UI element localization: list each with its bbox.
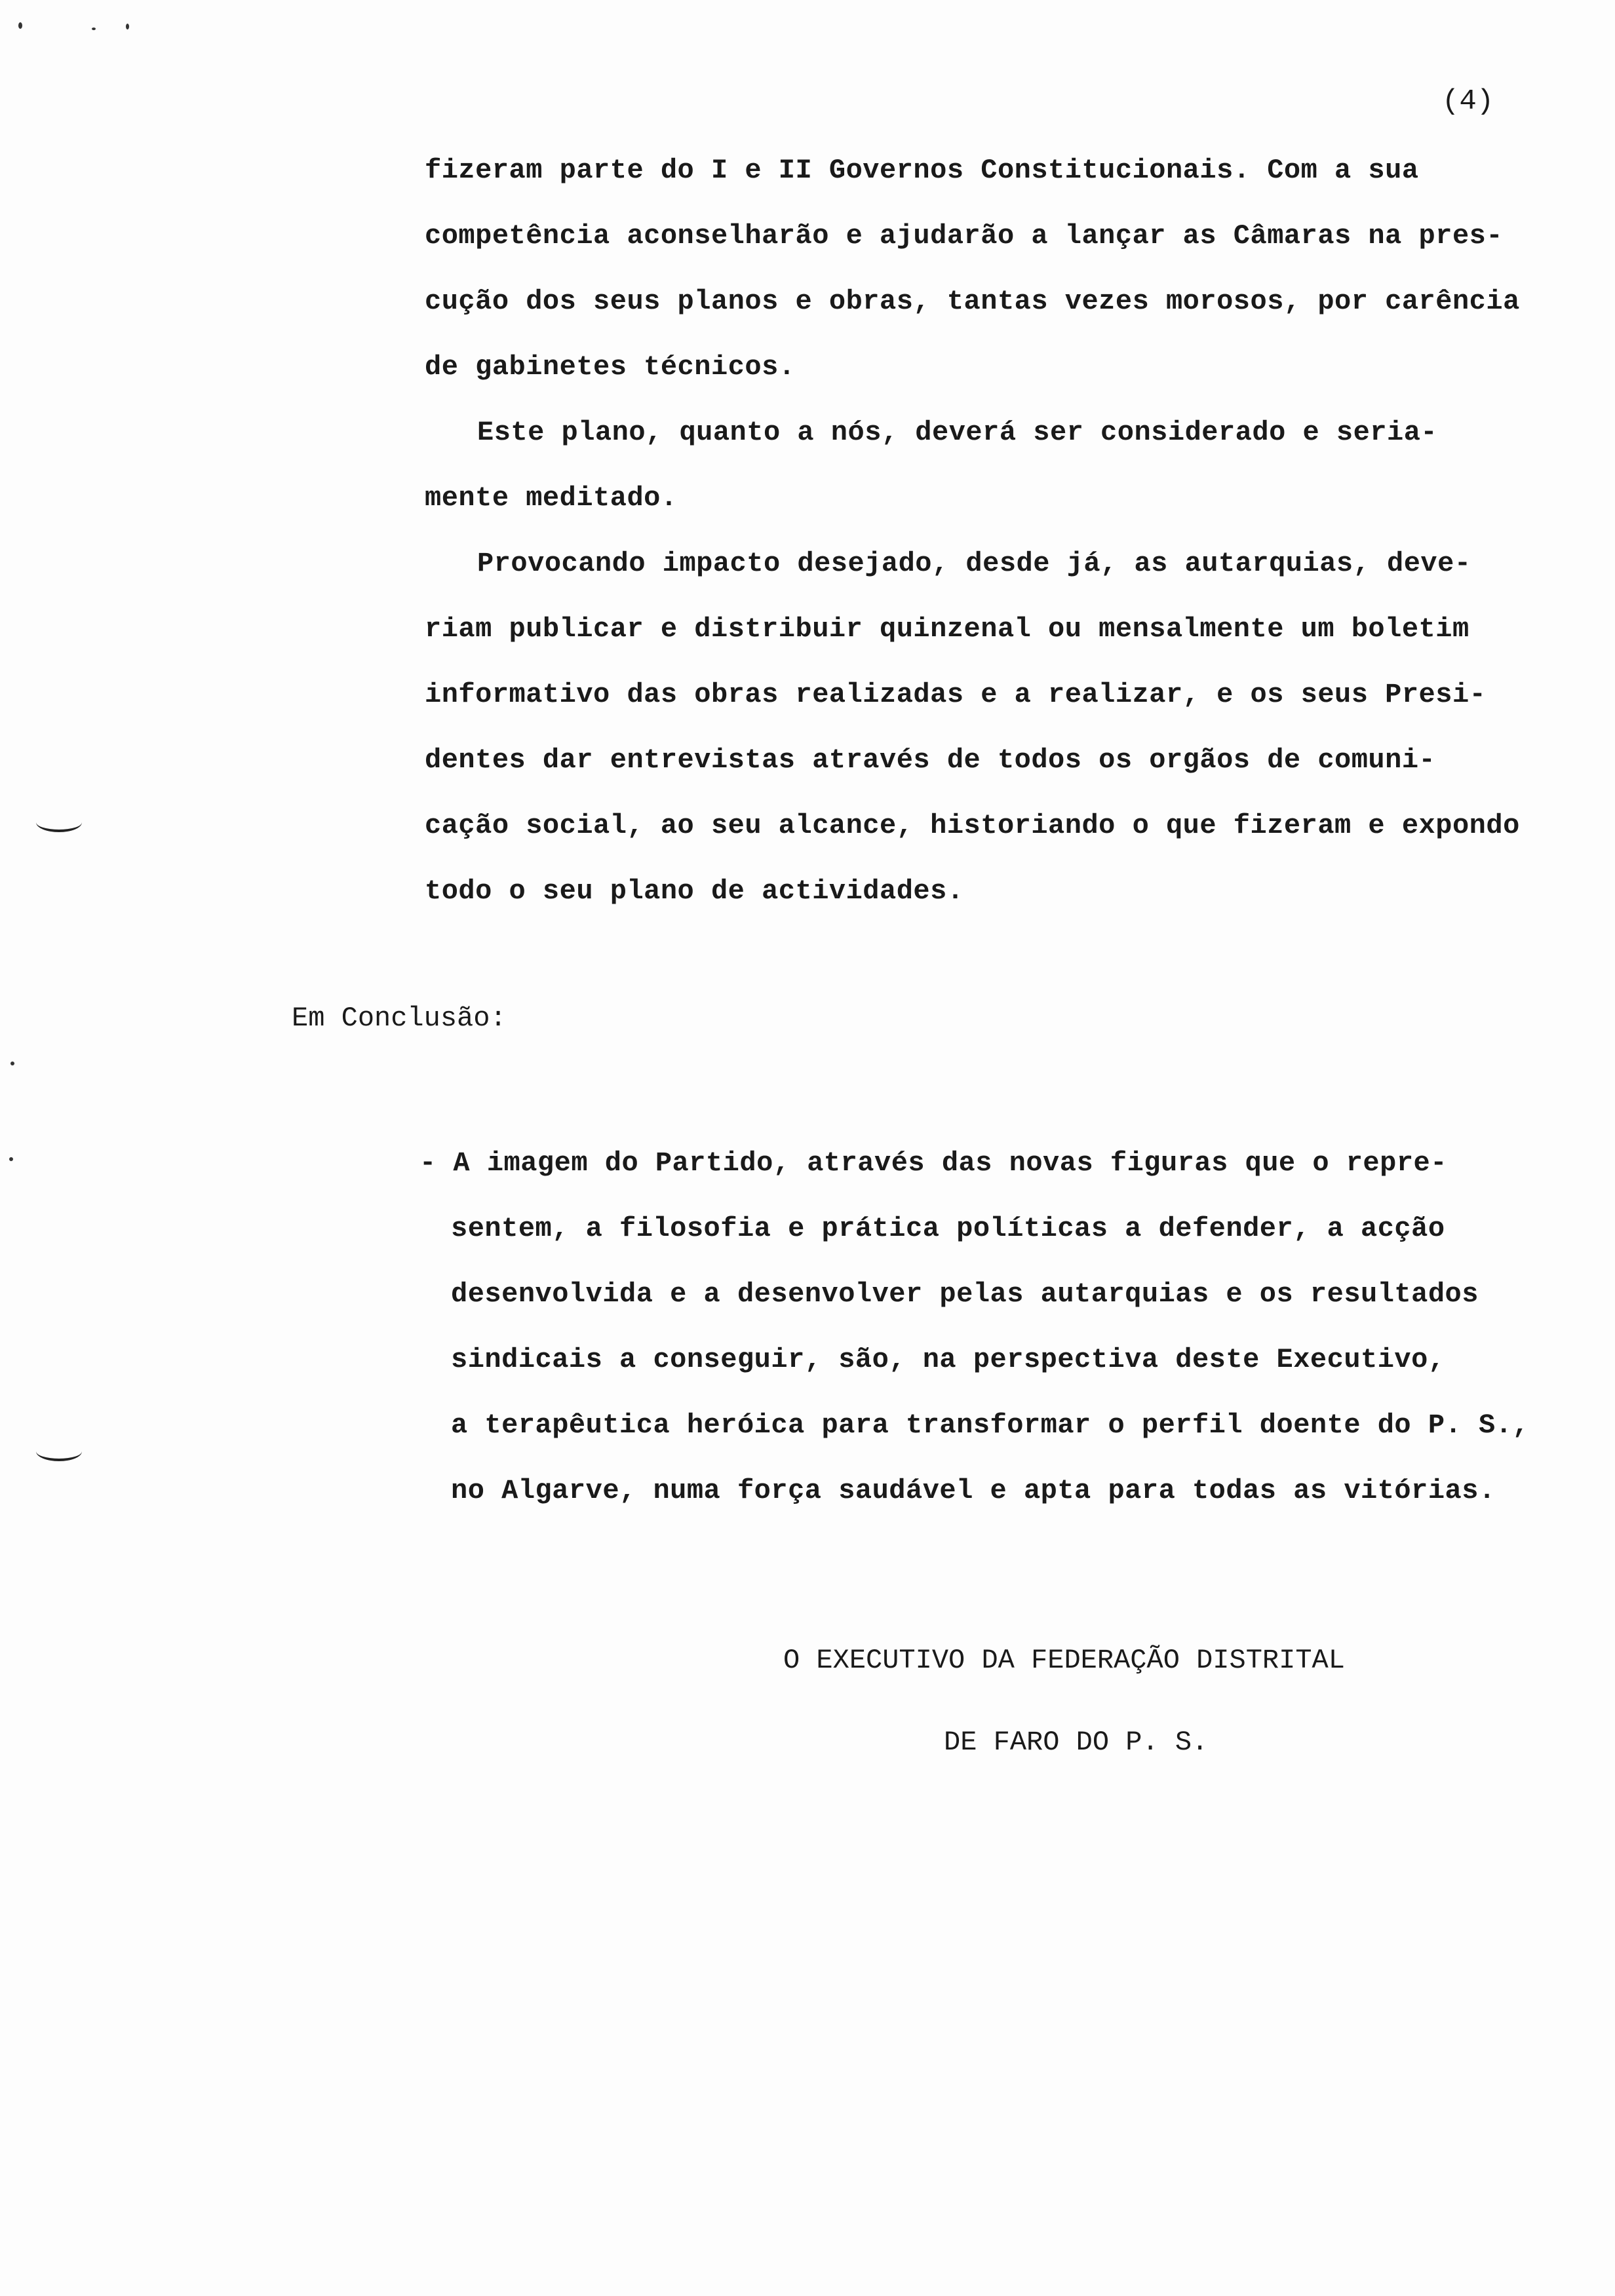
body-line: cação social, ao seu alcance, historiando o que fizeram e expondo <box>425 810 1520 841</box>
conclusion-line: sentem, a filosofia e prática políticas a defender, a acção <box>451 1213 1445 1244</box>
scan-speck <box>126 24 129 29</box>
punch-hole-mark <box>36 1442 82 1461</box>
conclusion-line: a terapêutica heróica para transformar o perfil doente do P. S., <box>451 1409 1530 1441</box>
body-line: informativo das obras realizadas e a realizar, e os seus Presi- <box>425 679 1487 710</box>
punch-hole-mark <box>36 813 82 832</box>
signature-line-2: DE FARO DO P. S. <box>944 1727 1209 1758</box>
body-line: mente meditado. <box>425 482 678 514</box>
body-line: cução dos seus planos e obras, tantas vezes morosos, por carência <box>425 286 1520 317</box>
body-line: de gabinetes técnicos. <box>425 351 796 383</box>
page-number: (4) <box>1442 85 1494 118</box>
conclusion-line: desenvolvida e a desenvolver pelas autarquias e os resultados <box>451 1278 1479 1310</box>
conclusion-line: sindicais a conseguir, são, na perspectiva deste Executivo, <box>451 1344 1445 1375</box>
signature-line-1: O EXECUTIVO DA FEDERAÇÃO DISTRITAL <box>783 1645 1345 1676</box>
body-line: Este plano, quanto a nós, deverá ser considerado e seria- <box>477 417 1438 448</box>
body-line: fizeram parte do I e II Governos Constitucionais. Com a sua <box>425 155 1419 186</box>
body-line: Provocando impacto desejado, desde já, as autarquias, deve- <box>477 548 1471 579</box>
scan-speck <box>18 22 22 29</box>
conclusion-line: no Algarve, numa força saudável e apta para todas as vitórias. <box>451 1475 1496 1506</box>
scan-speck <box>92 28 96 30</box>
body-line: todo o seu plano de actividades. <box>425 875 964 907</box>
scan-speck <box>10 1062 14 1065</box>
body-line: competência aconselharão e ajudarão a lançar as Câmaras na pres- <box>425 220 1504 252</box>
body-line: dentes dar entrevistas através de todos os orgãos de comuni- <box>425 744 1436 776</box>
conclusion-line: - A imagem do Partido, através das novas figuras que o repre- <box>419 1147 1447 1179</box>
body-line: riam publicar e distribuir quinzenal ou mensalmente um boletim <box>425 613 1469 645</box>
conclusion-heading: Em Conclusão: <box>292 1003 507 1034</box>
scan-speck <box>9 1157 13 1161</box>
